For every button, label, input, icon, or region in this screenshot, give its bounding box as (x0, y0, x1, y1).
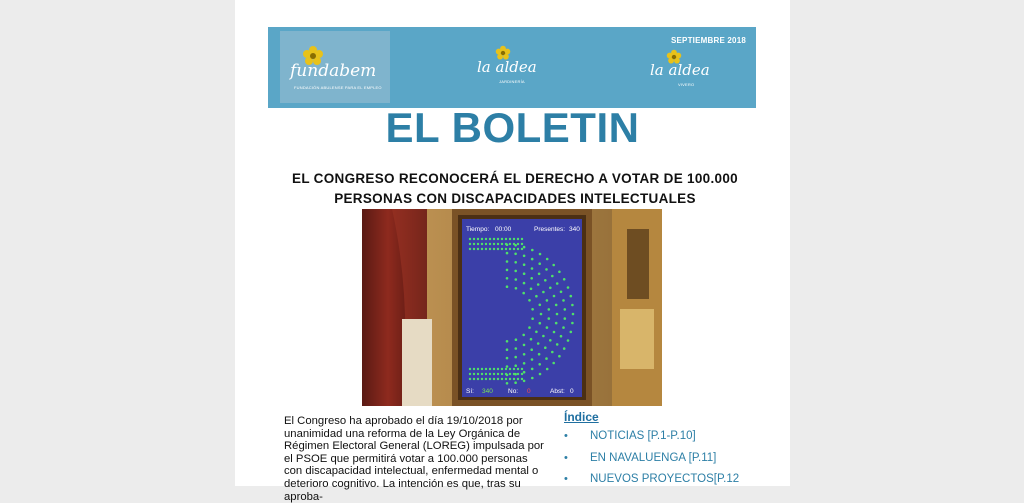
seat-dot (515, 347, 518, 350)
seat-dot (481, 238, 483, 240)
seat-dot (513, 378, 515, 380)
seat-dot (493, 243, 495, 245)
seat-dot (489, 248, 491, 250)
seat-dot (509, 243, 511, 245)
seat-dot (501, 243, 503, 245)
seat-dot (558, 271, 561, 274)
seat-dot (560, 291, 563, 294)
seat-dot (517, 243, 519, 245)
seat-dot (542, 291, 545, 294)
congress-photo-illustration (362, 209, 662, 406)
fundabem-logo (280, 31, 390, 103)
la-aldea-logo-text: la aldea (650, 61, 710, 79)
seat-dot (505, 243, 507, 245)
index-item-nuevos-proyectos[interactable]: • NUEVOS PROYECTOS[P.12 (564, 473, 764, 495)
seat-dot (469, 373, 471, 375)
seat-dot (551, 351, 554, 354)
seat-dot (477, 243, 479, 245)
seat-dot (477, 238, 479, 240)
seat-dot (523, 263, 526, 266)
board-no-value: 0 (527, 388, 531, 395)
seat-dot (546, 368, 549, 371)
seat-dot (497, 248, 499, 250)
seat-dot (538, 262, 541, 265)
seat-dot (473, 248, 475, 250)
seat-dot (531, 358, 534, 361)
seat-dot (493, 378, 495, 380)
fundabem-logo-subtitle: FUNDACIÓN ABULENSE PARA EL EMPLEO (294, 85, 382, 90)
seat-dot (567, 286, 570, 289)
congress-vote-photo (362, 209, 662, 406)
seat-dot (506, 340, 509, 343)
seat-dot (562, 326, 565, 329)
seat-dot (489, 243, 491, 245)
seat-dot (517, 373, 519, 375)
seat-dot (523, 362, 526, 365)
board-time-value: 00:00 (495, 226, 512, 233)
seat-dot (531, 267, 534, 270)
seat-dot (489, 373, 491, 375)
seat-dot (514, 261, 517, 264)
seat-dot (505, 248, 507, 250)
seat-dot (497, 373, 499, 375)
seat-dot (506, 365, 509, 368)
seat-dot (514, 356, 517, 359)
index-title[interactable]: Índice (564, 410, 599, 424)
seat-dot (506, 285, 509, 288)
index-item-noticias[interactable]: • NOTICIAS [P.1-P.10] (564, 430, 764, 452)
seat-dot (497, 243, 499, 245)
seat-dot (528, 299, 531, 302)
seat-dot (514, 381, 517, 384)
seat-dot (493, 238, 495, 240)
seat-dot (513, 248, 515, 250)
seat-dot (489, 238, 491, 240)
seat-dot (509, 248, 511, 250)
seat-dot (531, 308, 534, 311)
seat-dot (540, 313, 543, 316)
la-aldea-vivero-logo (646, 49, 726, 99)
seat-dot (530, 338, 533, 341)
la-aldea-jardineria-logo (473, 45, 553, 95)
seat-dot (515, 338, 518, 341)
seat-dot (481, 378, 483, 380)
seat-dot (509, 238, 511, 240)
seat-dot (555, 322, 558, 325)
seat-dot (515, 278, 518, 281)
seat-dot (485, 373, 487, 375)
seat-dot (564, 317, 567, 320)
seat-dot (542, 335, 545, 338)
seat-dot (509, 373, 511, 375)
seat-dot (485, 378, 487, 380)
seat-dot (563, 347, 566, 350)
seat-dot (506, 382, 509, 385)
la-aldea-logo-subtitle: VIVERO (678, 82, 695, 87)
seat-dot (535, 295, 538, 298)
seat-dot (521, 373, 523, 375)
seat-dot (473, 238, 475, 240)
seat-dot (517, 248, 519, 250)
index-section (564, 410, 764, 495)
seat-dot (553, 295, 556, 298)
newsletter-title: EL BOLETIN (385, 104, 640, 151)
seat-dot (477, 368, 479, 370)
seat-dot (481, 248, 483, 250)
seat-dot (517, 368, 519, 370)
seat-dot (549, 287, 552, 290)
seat-dot (505, 368, 507, 370)
seat-dot (501, 368, 503, 370)
seat-dot (522, 292, 525, 295)
seat-dot (469, 243, 471, 245)
seat-dot (567, 339, 570, 342)
seat-dot (513, 243, 515, 245)
seat-dot (544, 346, 547, 349)
seat-dot (570, 331, 573, 334)
article-body: El Congreso ha aprobado el día 19/10/2018 por unanimidad una reforma de la Ley Orgánica de Régimen Electoral General (LOREG) impulsada por el PSOE que permitirá votar a 100.000 personas con discapacidad intelectual, enfermedad mental o deterioro cognitivo. La intención es que, tras su aproba- (284, 415, 544, 503)
board-no-label: No: (508, 388, 519, 395)
seat-dot (509, 368, 511, 370)
seat-dot (523, 255, 526, 258)
seat-dot (506, 252, 509, 255)
seat-dot (551, 275, 554, 278)
seat-dot (531, 368, 534, 371)
issue-date: SEPTIEMBRE 2018 (670, 36, 746, 45)
seat-dot (562, 299, 565, 302)
la-aldea-logo-subtitle: JARDINERÍA (499, 79, 525, 84)
seat-dot (530, 277, 533, 280)
seat-dot (528, 326, 531, 329)
article-headline: EL CONGRESO RECONOCERÁ EL DERECHO A VOTAR DE 100.000 PERSONAS CON DISCAPACIDADES INTELECTUALES (292, 171, 738, 206)
seat-dot (563, 278, 566, 281)
fundabem-logo-text: fundabem (290, 61, 377, 81)
seat-dot (521, 243, 523, 245)
seat-dot (469, 368, 471, 370)
seat-dot (485, 248, 487, 250)
seat-dot (546, 326, 549, 329)
seat-dot (556, 343, 559, 346)
seat-dot (477, 248, 479, 250)
seat-dot (469, 248, 471, 250)
board-abst-value: 0 (570, 388, 574, 395)
seat-dot (538, 273, 541, 276)
seat-dot (523, 371, 526, 374)
seat-dot (530, 348, 533, 351)
seat-dot (505, 373, 507, 375)
seat-dot (548, 317, 551, 320)
seat-dot (497, 378, 499, 380)
seat-dot (523, 353, 526, 356)
seat-dot (501, 238, 503, 240)
board-time-label: Tiempo: (466, 226, 490, 233)
seat-dot (497, 238, 499, 240)
seat-dot (531, 317, 534, 320)
seat-dot (549, 339, 552, 342)
seat-dot (546, 258, 549, 261)
board-yes-label: Sí: (466, 388, 474, 395)
vote-board (462, 219, 582, 397)
seat-dot (493, 373, 495, 375)
seat-dot (523, 380, 526, 383)
index-list (564, 430, 764, 495)
seat-dot (530, 288, 533, 291)
board-abst-label: Abst: (550, 388, 565, 395)
seat-dot (514, 253, 517, 256)
seat-dot (506, 277, 509, 280)
seat-dot (485, 368, 487, 370)
seat-dot (539, 373, 542, 376)
seat-dot (506, 260, 509, 263)
seat-dot (514, 364, 517, 367)
seat-dot (513, 368, 515, 370)
seat-dot (545, 357, 548, 360)
seat-dot (514, 270, 517, 273)
seat-dot (556, 282, 559, 285)
seat-dot (497, 368, 499, 370)
seat-dot (473, 368, 475, 370)
seat-dot (477, 373, 479, 375)
seat-dot (473, 373, 475, 375)
seat-dot (481, 373, 483, 375)
seat-dot (552, 362, 555, 365)
seat-dot (560, 335, 563, 338)
seat-dot (489, 378, 491, 380)
seat-dot (517, 378, 519, 380)
seat-dot (544, 279, 547, 282)
seat-dot (539, 253, 542, 256)
seat-dot (485, 238, 487, 240)
seat-dot (535, 331, 538, 334)
seat-dot (469, 378, 471, 380)
seat-dot (556, 313, 559, 316)
seat-dot (469, 238, 471, 240)
seat-dot (538, 363, 541, 366)
seat-dot (521, 368, 523, 370)
seat-dot (564, 308, 567, 311)
seat-dot (523, 282, 526, 285)
seat-dot (493, 248, 495, 250)
board-present-label: Presentes: (534, 226, 566, 233)
seat-dot (558, 355, 561, 358)
seat-dot (523, 272, 526, 275)
seat-dot (539, 304, 542, 307)
seat-dot (531, 249, 534, 252)
seat-dot (531, 377, 534, 380)
seat-dot (505, 238, 507, 240)
seat-dot (571, 322, 574, 325)
newsletter-page (235, 0, 790, 503)
seat-dot (506, 357, 509, 360)
seat-dot (477, 378, 479, 380)
board-yes-value: 340 (482, 388, 493, 395)
seat-dot (571, 304, 574, 307)
board-present-value: 340 (569, 226, 580, 233)
seat-dot (546, 299, 549, 302)
seat-dot (517, 238, 519, 240)
seat-dot (537, 342, 540, 345)
seat-dot (501, 248, 503, 250)
seat-dot (521, 248, 523, 250)
seat-dot (501, 373, 503, 375)
seat-dot (552, 264, 555, 267)
seat-dot (537, 283, 540, 286)
seat-dot (473, 378, 475, 380)
seat-dot (473, 243, 475, 245)
seat-dot (553, 331, 556, 334)
seat-dot (501, 378, 503, 380)
seat-dot (515, 287, 518, 290)
seat-dot (522, 334, 525, 337)
seat-dot (489, 368, 491, 370)
seat-dot (509, 378, 511, 380)
seat-dot (513, 238, 515, 240)
seat-dot (570, 295, 573, 298)
seat-dot (523, 344, 526, 347)
seat-dot (506, 269, 509, 272)
seat-dot (513, 373, 515, 375)
seat-dot (545, 268, 548, 271)
seat-dot (481, 368, 483, 370)
seat-dot (555, 304, 558, 307)
seat-dot (523, 246, 526, 249)
seat-dot (505, 378, 507, 380)
seat-dot (531, 258, 534, 261)
la-aldea-logo-text: la aldea (477, 58, 537, 76)
seat-dot (506, 348, 509, 351)
seat-dot (485, 243, 487, 245)
index-item-navaluenga[interactable]: • EN NAVALUENGA [P.11] (564, 452, 764, 474)
seat-dot (521, 238, 523, 240)
seat-dot (493, 368, 495, 370)
seat-dot (538, 353, 541, 356)
seat-dot (481, 243, 483, 245)
header-banner (268, 27, 756, 108)
seat-dot (548, 308, 551, 311)
seat-dot (521, 378, 523, 380)
seat-dot (572, 313, 575, 316)
seat-dot (539, 322, 542, 325)
